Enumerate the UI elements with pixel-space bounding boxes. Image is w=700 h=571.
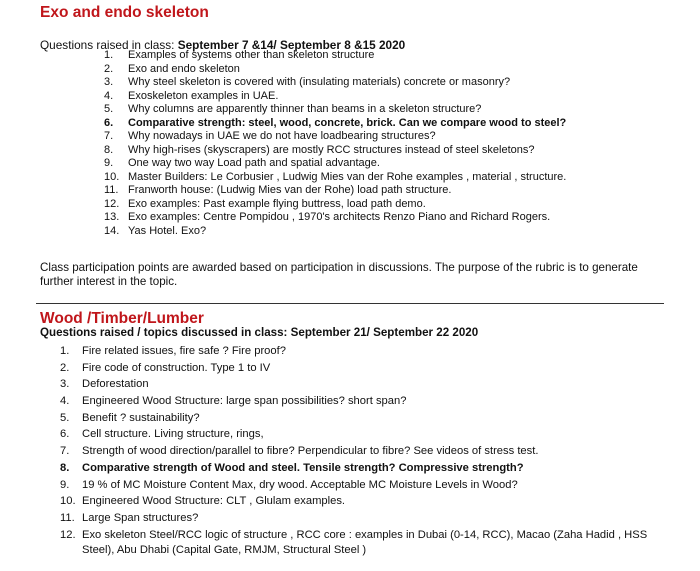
list-item: 9. One way two way Load path and spatial advantage. xyxy=(104,157,380,169)
list-item: 5. Benefit ? sustainability? xyxy=(60,411,200,424)
list-item: 12. Exo skeleton Steel/RCC logic of structure , RCC core : examples in Dubai (0-14, RCC), Macao (Zaha Hadid , HSS Steel), Abu Dhabi (Capital Gate, RMJM, Structural Steel ) xyxy=(60,528,648,556)
list-item: 9. 19 % of MC Moisture Content Max, dry wood. Acceptable MC Moisture Levels in Wood? xyxy=(60,478,518,491)
list-item: 1. Fire related issues, fire safe ? Fire proof? xyxy=(60,345,286,357)
section1-question-list xyxy=(104,49,566,238)
list-item: 4. Engineered Wood Structure: large span possibilities? short span? xyxy=(60,395,407,408)
list-item: 6. Comparative strength: steel, wood, concrete, brick. Can we compare wood to steel? xyxy=(104,116,567,129)
section2-intro: Questions raised / topics discussed in class: September 21/ September 22 2020 xyxy=(40,326,479,339)
list-item: 14. Yas Hotel. Exo? xyxy=(104,224,207,237)
section1-title: Exo and endo skeleton xyxy=(40,4,209,21)
list-item: 10. Engineered Wood Structure: CLT , Glulam examples. xyxy=(60,495,346,508)
list-item: 2. Exo and endo skeleton xyxy=(104,62,240,75)
list-item: 7. Strength of wood direction/parallel to fibre? Perpendicular to fibre? See videos of stress test. xyxy=(60,445,539,458)
list-item: 1. Examples of systems other than skeleton structure xyxy=(104,49,375,61)
section1-intro-dates: September 7 &14/ September 8 &15 2020 xyxy=(177,38,406,52)
list-item: 11. Franworth house: (Ludwig Mies van der Rohe) load path structure. xyxy=(104,184,452,196)
list-item: 10. Master Builders: Le Corbusier , Ludwig Mies van der Rohe examples , material , structure. xyxy=(104,170,567,183)
list-item: 8. Comparative strength of Wood and steel. Tensile strength? Compressive strength? xyxy=(60,461,524,474)
section2-title: Wood /Timber/Lumber xyxy=(40,310,204,327)
section2-topic-list xyxy=(60,344,672,559)
list-item: 3. Deforestation xyxy=(60,378,149,391)
list-item: 13. Exo examples: Centre Pompidou , 1970's architects Renzo Piano and Richard Rogers. xyxy=(104,211,551,223)
list-item: 5. Why columns are apparently thinner than beams in a skeleton structure? xyxy=(104,103,482,115)
list-item: 4. Exoskeleton examples in UAE. xyxy=(104,89,279,102)
list-item: 6. Cell structure. Living structure, rings, xyxy=(60,428,264,441)
list-item: 3. Why steel skeleton is covered with (insulating materials) concrete or masonry? xyxy=(104,76,511,88)
list-item: 12. Exo examples: Past example flying buttress, load path demo. xyxy=(104,197,426,210)
section-divider xyxy=(36,303,664,304)
section1-intro-label: Questions raised in class: xyxy=(40,38,178,52)
list-item: 2. Fire code of construction. Type 1 to IV xyxy=(60,361,271,374)
list-item: 8. Why high-rises (skyscrapers) are mostly RCC structures instead of steel skeletons? xyxy=(104,143,535,156)
list-item: 11. Large Span structures? xyxy=(60,511,199,524)
list-item: 7. Why nowadays in UAE we do not have loadbearing structures? xyxy=(104,130,436,142)
participation-note: Class participation points are awarded based on participation in discussions. The purpose of the rubric is to generate further interest in the topic. xyxy=(40,261,638,288)
